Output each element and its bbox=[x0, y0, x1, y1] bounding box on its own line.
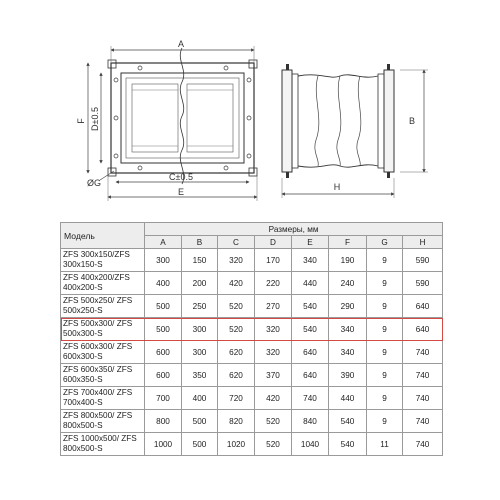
value-cell: 400 bbox=[182, 387, 218, 410]
value-cell: 300 bbox=[182, 341, 218, 364]
value-cell: 600 bbox=[145, 364, 182, 387]
value-cell: 500 bbox=[145, 295, 182, 318]
value-cell: 440 bbox=[329, 387, 367, 410]
value-cell: 540 bbox=[292, 295, 329, 318]
col-header-d: D bbox=[255, 236, 292, 249]
value-cell: 500 bbox=[182, 433, 218, 456]
value-cell: 700 bbox=[145, 387, 182, 410]
value-cell: 740 bbox=[403, 341, 443, 364]
model-column-header: Модель bbox=[61, 223, 145, 249]
value-cell: 190 bbox=[329, 249, 367, 272]
value-cell: 500 bbox=[182, 410, 218, 433]
dim-label-c: C±0.5 bbox=[169, 172, 193, 182]
value-cell: 600 bbox=[145, 341, 182, 364]
dim-label-h: H bbox=[333, 182, 341, 192]
value-cell: 740 bbox=[292, 387, 329, 410]
value-cell: 400 bbox=[145, 272, 182, 295]
value-cell: 520 bbox=[255, 433, 292, 456]
model-cell: ZFS 800x500/ ZFS 800x500-S bbox=[61, 410, 145, 433]
value-cell: 220 bbox=[255, 272, 292, 295]
value-cell: 9 bbox=[367, 318, 403, 341]
dimensions-table bbox=[60, 222, 443, 456]
model-cell: ZFS 300x150/ZFS 300x150-S bbox=[61, 249, 145, 272]
col-header-c: C bbox=[218, 236, 255, 249]
table-row bbox=[61, 272, 443, 295]
value-cell: 820 bbox=[218, 410, 255, 433]
value-cell: 640 bbox=[403, 295, 443, 318]
value-cell: 440 bbox=[292, 272, 329, 295]
table-row bbox=[61, 318, 443, 341]
value-cell: 300 bbox=[182, 318, 218, 341]
value-cell: 520 bbox=[218, 318, 255, 341]
value-cell: 9 bbox=[367, 410, 403, 433]
value-cell: 1040 bbox=[292, 433, 329, 456]
model-cell: ZFS 500x250/ ZFS 500x250-S bbox=[61, 295, 145, 318]
table-row bbox=[61, 387, 443, 410]
value-cell: 9 bbox=[367, 272, 403, 295]
table-row bbox=[61, 410, 443, 433]
value-cell: 1000 bbox=[145, 433, 182, 456]
value-cell: 740 bbox=[403, 410, 443, 433]
col-header-b: B bbox=[182, 236, 218, 249]
value-cell: 9 bbox=[367, 341, 403, 364]
sizes-column-header: Размеры, мм bbox=[145, 223, 443, 236]
value-cell: 320 bbox=[255, 341, 292, 364]
value-cell: 300 bbox=[145, 249, 182, 272]
value-cell: 320 bbox=[255, 318, 292, 341]
value-cell: 520 bbox=[218, 295, 255, 318]
dim-label-e: E bbox=[177, 187, 185, 197]
model-cell: ZFS 500x300/ ZFS 500x300-S bbox=[61, 318, 145, 341]
value-cell: 9 bbox=[367, 364, 403, 387]
value-cell: 720 bbox=[218, 387, 255, 410]
value-cell: 500 bbox=[145, 318, 182, 341]
value-cell: 540 bbox=[292, 318, 329, 341]
value-cell: 1020 bbox=[218, 433, 255, 456]
side-view-drawing bbox=[0, 0, 500, 215]
model-cell: ZFS 400x200/ZFS 400x200-S bbox=[61, 272, 145, 295]
value-cell: 250 bbox=[182, 295, 218, 318]
value-cell: 520 bbox=[255, 410, 292, 433]
model-cell: ZFS 600x350/ ZFS 600x350-S bbox=[61, 364, 145, 387]
table-row bbox=[61, 364, 443, 387]
dim-label-d: D±0.5 bbox=[90, 107, 100, 131]
value-cell: 800 bbox=[145, 410, 182, 433]
col-header-h: H bbox=[403, 236, 443, 249]
value-cell: 9 bbox=[367, 387, 403, 410]
value-cell: 340 bbox=[292, 249, 329, 272]
value-cell: 540 bbox=[329, 410, 367, 433]
col-header-f: F bbox=[329, 236, 367, 249]
table-row bbox=[61, 433, 443, 456]
value-cell: 320 bbox=[218, 249, 255, 272]
value-cell: 9 bbox=[367, 249, 403, 272]
col-header-g: G bbox=[367, 236, 403, 249]
value-cell: 590 bbox=[403, 249, 443, 272]
value-cell: 270 bbox=[255, 295, 292, 318]
value-cell: 590 bbox=[403, 272, 443, 295]
value-cell: 340 bbox=[329, 318, 367, 341]
col-header-a: A bbox=[145, 236, 182, 249]
value-cell: 350 bbox=[182, 364, 218, 387]
value-cell: 740 bbox=[403, 364, 443, 387]
dim-label-b: B bbox=[408, 116, 416, 126]
value-cell: 150 bbox=[182, 249, 218, 272]
model-cell: ZFS 600x300/ ZFS 600x300-S bbox=[61, 341, 145, 364]
value-cell: 420 bbox=[218, 272, 255, 295]
value-cell: 240 bbox=[329, 272, 367, 295]
value-cell: 740 bbox=[403, 433, 443, 456]
table-row bbox=[61, 295, 443, 318]
table-row bbox=[61, 341, 443, 364]
value-cell: 640 bbox=[292, 364, 329, 387]
value-cell: 840 bbox=[292, 410, 329, 433]
value-cell: 620 bbox=[218, 364, 255, 387]
dim-label-a: A bbox=[177, 39, 185, 49]
col-header-e: E bbox=[292, 236, 329, 249]
dim-label-g: ØG bbox=[87, 178, 102, 188]
value-cell: 620 bbox=[218, 341, 255, 364]
value-cell: 200 bbox=[182, 272, 218, 295]
model-cell: ZFS 1000x500/ ZFS 800x500-S bbox=[61, 433, 145, 456]
value-cell: 640 bbox=[292, 341, 329, 364]
table-body bbox=[61, 249, 443, 456]
value-cell: 540 bbox=[329, 433, 367, 456]
value-cell: 340 bbox=[329, 341, 367, 364]
technical-drawings bbox=[0, 0, 500, 215]
value-cell: 170 bbox=[255, 249, 292, 272]
value-cell: 740 bbox=[403, 387, 443, 410]
model-cell: ZFS 700x400/ ZFS 700x400-S bbox=[61, 387, 145, 410]
value-cell: 11 bbox=[367, 433, 403, 456]
table-row bbox=[61, 249, 443, 272]
value-cell: 390 bbox=[329, 364, 367, 387]
value-cell: 9 bbox=[367, 295, 403, 318]
value-cell: 290 bbox=[329, 295, 367, 318]
value-cell: 370 bbox=[255, 364, 292, 387]
value-cell: 640 bbox=[403, 318, 443, 341]
dim-label-f: F bbox=[76, 118, 86, 124]
value-cell: 420 bbox=[255, 387, 292, 410]
